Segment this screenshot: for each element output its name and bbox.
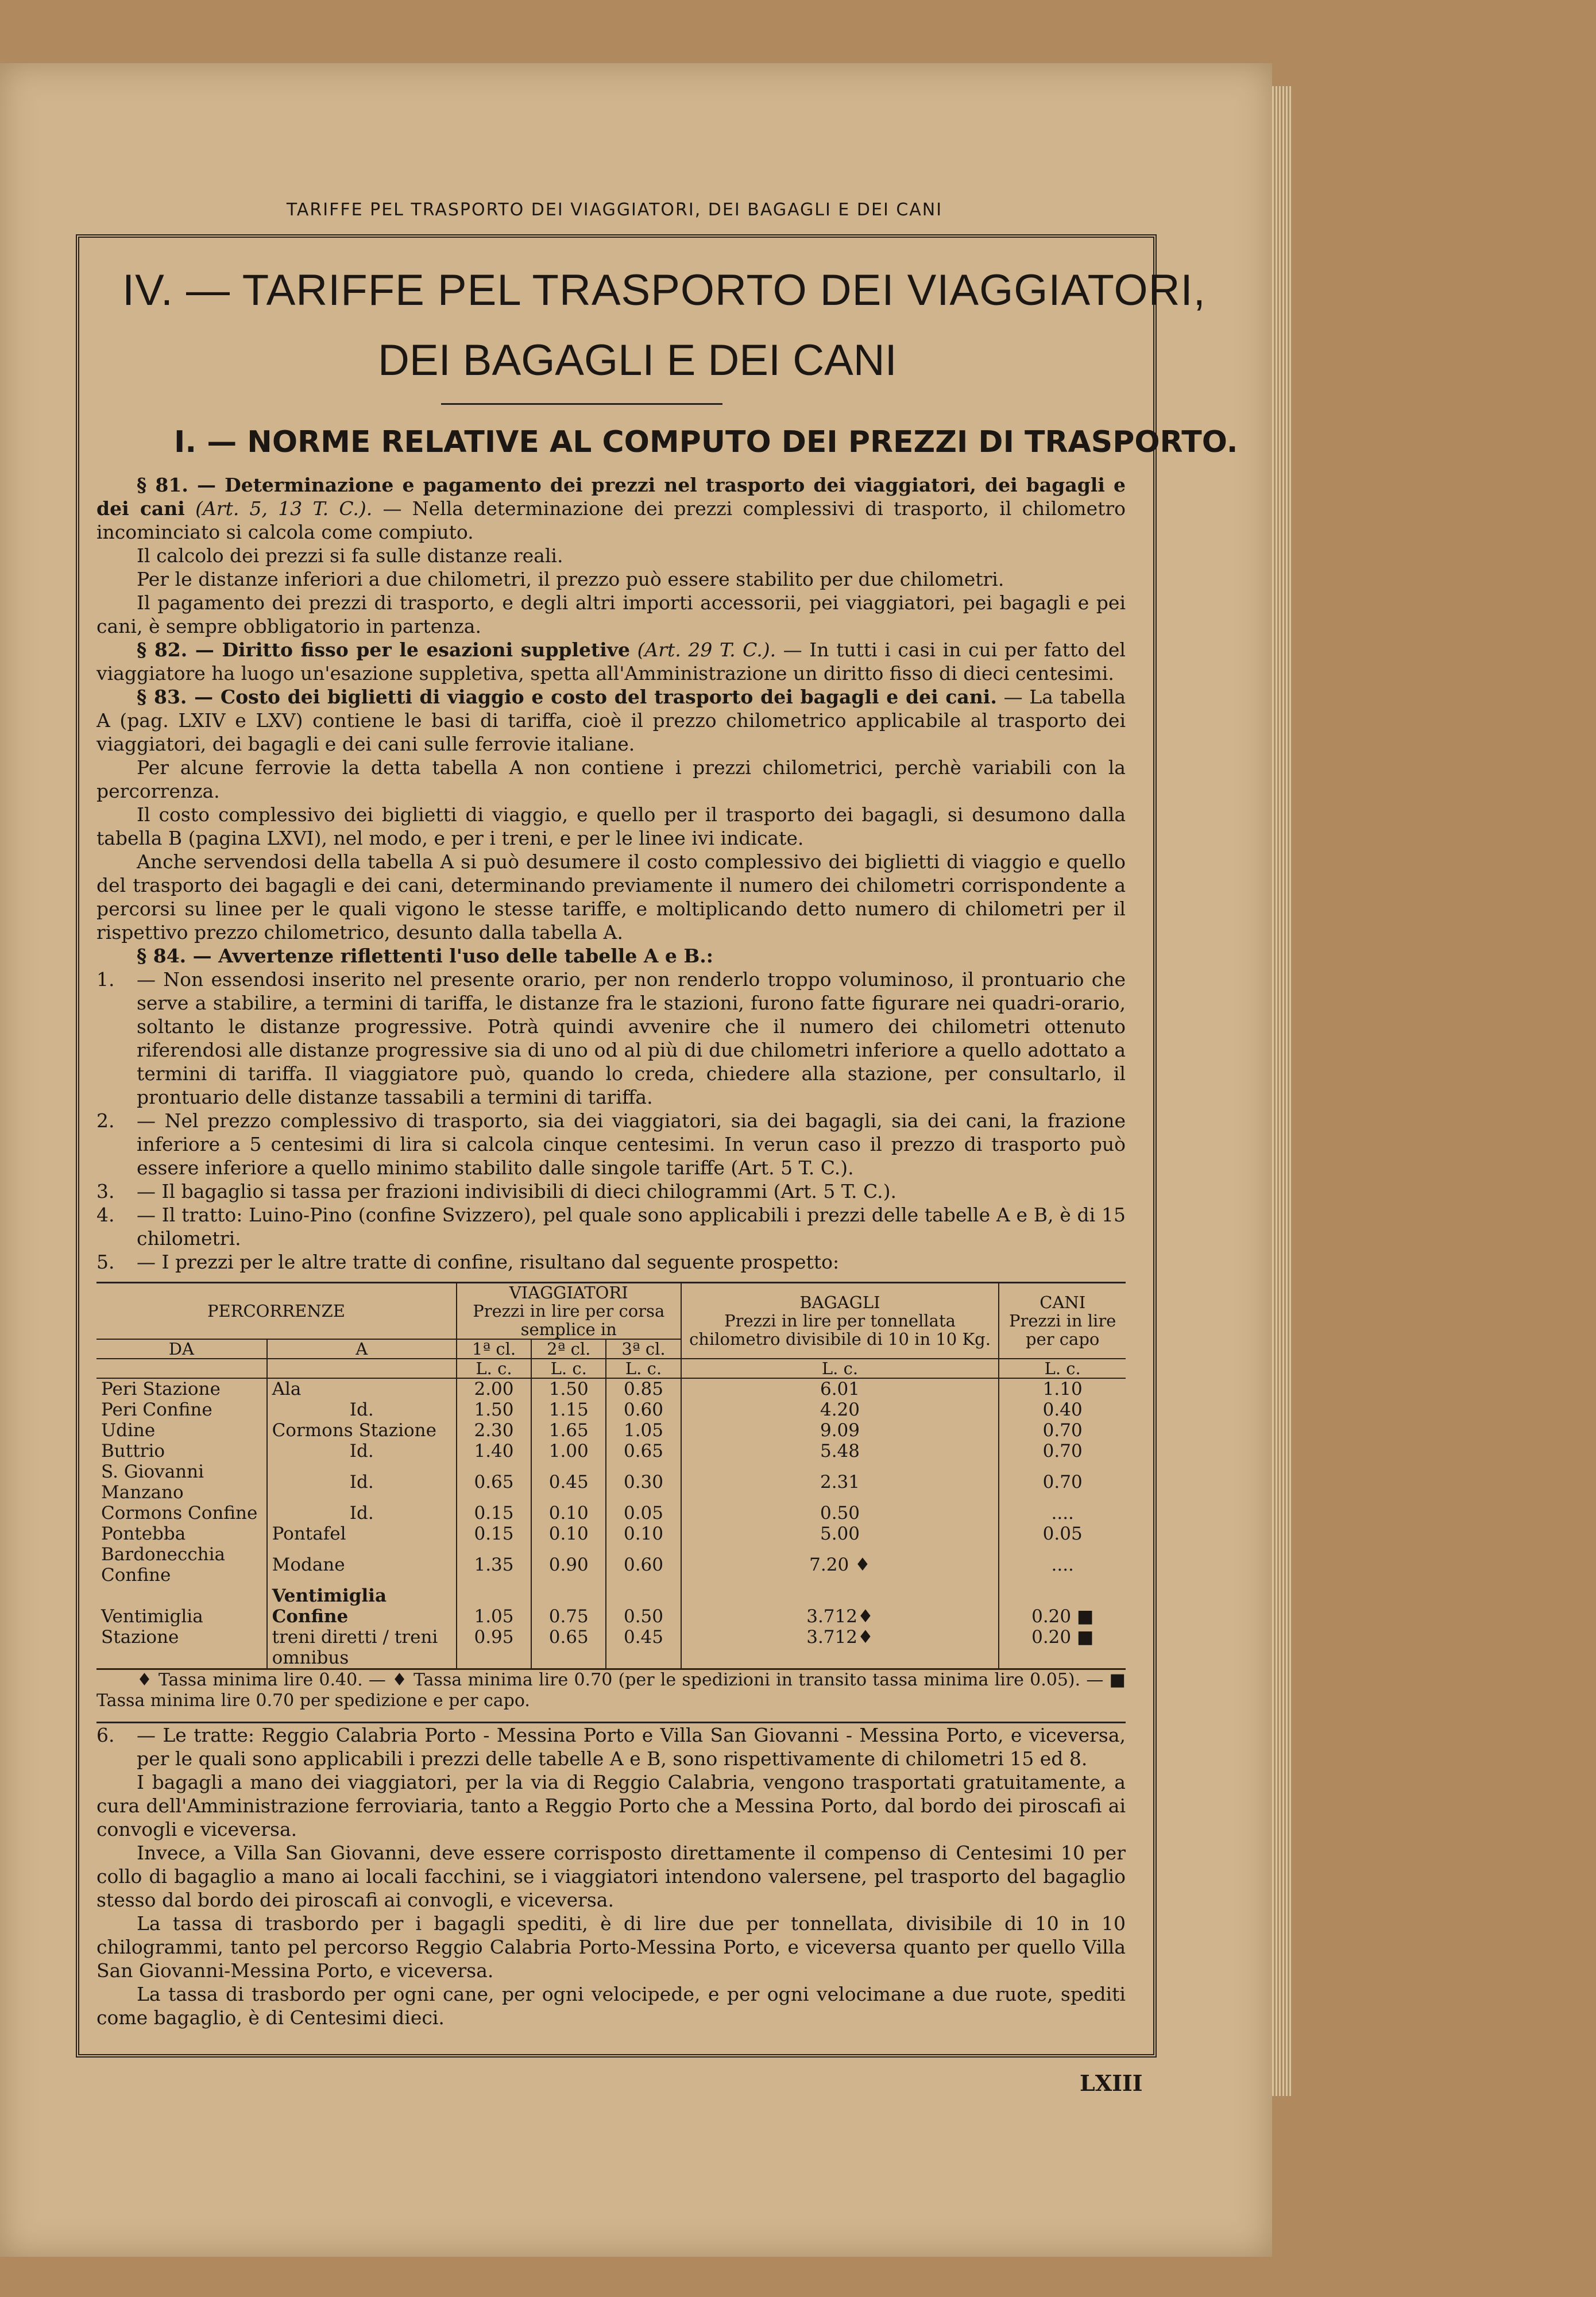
cell-c3-a: 0.50 [623,1606,663,1627]
cell-c1: 0.65 [457,1461,531,1503]
header-bagagli-title: BAGAGLI [799,1293,880,1312]
cell-bagagli [681,1586,999,1669]
unit-cell: L. c. [457,1359,531,1378]
cell-c1: 0.15 [457,1503,531,1523]
header-da: DA [96,1339,267,1359]
header-class-2: 2ª cl. [531,1339,606,1359]
header-class-1: 1ª cl. [457,1339,531,1359]
cell-c3-b: 0.45 [623,1627,663,1648]
page-number: LXIII [1080,2070,1143,2096]
border-fares-table [96,1282,1126,1670]
cell-bagagli: 9.09 [681,1420,999,1441]
item-number: 3. [96,1180,115,1202]
cell-cani-b: 0.20 ■ [1031,1627,1094,1648]
cell-cani: .... [999,1503,1126,1523]
paragraph-83 [96,685,1126,756]
p81-line-4: Il pagamento dei prezzi di trasporto, e degli altri importi accessorii, pei viaggiatori, pei bagagli e pei cani, è sempre obbligatorio in partenza. [96,591,1126,637]
table-row [96,1461,1126,1503]
item-text: — Le tratte: Reggio Calabria Porto - Messina Porto e Villa San Giovanni - Messina Porto, e viceversa, per le quali sono applicabili i prezzi delle tabelle A e B, sono rispettivamente di chilometri 15 ed 8. [137,1724,1126,1770]
cell-da: Udine [101,1420,156,1441]
cell-c3: 0.60 [606,1544,681,1586]
title-line-1: IV. — TARIFFE PEL TRASPORTO DEI VIAGGIATORI, [122,266,1206,315]
cell-bagagli: 6.01 [681,1378,999,1399]
item-text: — Il tratto: Luino-Pino (confine Svizzero), pel quale sono applicabili i prezzi delle tabelle A e B, è di 15 chilometri. [137,1204,1126,1250]
cell-c2: 0.45 [531,1461,606,1503]
paragraph-81 [96,473,1126,544]
paragraph-84-head: § 84. — Avvertenze riflettenti l'uso delle tabelle A e B.: [137,945,713,967]
list-item [96,1109,1126,1180]
unit-cell: L. c. [681,1359,999,1378]
header-a: A [267,1339,457,1359]
cell-c1: 0.15 [457,1523,531,1544]
cell-c3: 0.10 [606,1523,681,1544]
cell-c1: 2.30 [457,1420,531,1441]
cell-c2: 1.65 [531,1420,606,1441]
cell-c3: 0.05 [606,1503,681,1523]
p83-head: § 83. — Costo dei biglietti di viaggio e costo del trasporto dei bagagli e dei cani. [137,686,997,708]
p82-head: § 82. — Diritto fisso per le esazioni suppletive [137,639,630,661]
item6-line-2: I bagagli a mano dei viaggiatori, per la via di Reggio Calabria, vengono trasportati gratuitamente, a cura dell'Amministrazione ferroviaria, tanto a Reggio Porto che a Messina Porto, dal bordo dei piroscafi ai convogli e viceversa. [96,1771,1126,1840]
item6-line-5: La tassa di trasbordo per ogni cane, per ogni velocipede, e per ogni velocimane a due ruote, spediti come bagaglio, è di Centesimi dieci. [96,1983,1126,2029]
cell-bag-b: 3.712♦ [806,1627,874,1648]
header-viaggiatori [457,1283,681,1340]
p83-line-3: Il costo complessivo dei biglietti di viaggio, e quello per il trasporto dei bagagli, si desumono dalla tabella B (pagina LXVI), nel modo, e per i treni, e per le linee ivi indicate. [96,803,1126,849]
cell-c2: 1.50 [531,1378,606,1399]
header-bagagli-sub: Prezzi in lire per tonnellata chilometro divisibile di 10 in 10 Kg. [689,1311,991,1349]
cell-cani [999,1586,1126,1669]
cell-bagagli: 5.00 [681,1523,999,1544]
cell-da: Pontebba [101,1523,186,1544]
page-edges [1272,86,1292,2096]
cell-c2 [531,1586,606,1669]
cell-c2-b: 0.65 [548,1627,589,1648]
header-cani-sub: Prezzi in lire per capo [1009,1311,1116,1349]
cell-cani: 0.05 [999,1523,1126,1544]
list-item [96,968,1126,1109]
p82-text: — In tutti i casi in cui per fatto del viaggiatore ha luogo un'esazione suppletiva, spetta all'Amministrazione un diritto fisso di dieci centesimi. [96,639,1126,685]
p81-head: § 81. — Determinazione e pagamento dei prezzi nel trasporto dei viaggiatori, dei bagagli e dei cani [96,474,1126,520]
p83-line-2: Per alcune ferrovie la detta tabella A non contiene i prezzi chilometrici, perchè variabili con la percorrenza. [96,756,1126,802]
cell-c1: 2.00 [457,1378,531,1399]
cell-da: Buttrio [101,1441,165,1461]
cell-a-name: Ventimiglia Confine [272,1586,387,1627]
cell-a: Id. [267,1461,457,1503]
cell-c1: 1.40 [457,1441,531,1461]
unit-blank [267,1359,457,1378]
table-row [96,1503,1126,1523]
cell-cani-a: 0.20 ■ [1031,1606,1094,1627]
cell-c1: 1.35 [457,1544,531,1586]
cell-da: Bardonecchia Confine [101,1544,225,1586]
paragraph-82 [96,638,1126,685]
header-cani [999,1283,1126,1359]
cell-cani: 0.40 [999,1399,1126,1420]
unit-cell: L. c. [606,1359,681,1378]
cell-cani: .... [999,1544,1126,1586]
cell-c3: 0.30 [606,1461,681,1503]
cell-c2: 0.10 [531,1523,606,1544]
body-text [96,473,1126,2029]
item-number: 1. [96,968,115,991]
cell-c3: 0.85 [606,1378,681,1399]
cell-c1 [457,1586,531,1669]
table-row [96,1586,1126,1669]
cell-bagagli: 5.48 [681,1441,999,1461]
page-frame [76,234,1238,2058]
cell-c3: 0.65 [606,1441,681,1461]
p83-line-4: Anche servendosi della tabella A si può desumere il costo complessivo dei biglietti di viaggio e quello del trasporto dei bagagli e dei cani, determinando previamente il numero dei chilometri corrispondente a percorsi su linee per le quali vigono le stesse tariffe, e moltiplicando detto numero di chilometri per il rispettivo prezzo chilometrico, desunto dalla tabella A. [96,850,1126,943]
cell-a: Ala [267,1378,457,1399]
cell-c1: 1.50 [457,1399,531,1420]
cell-cani: 0.70 [999,1420,1126,1441]
cell-c1-b: 0.95 [474,1627,514,1648]
p83-text: — La tabella A (pag. LXIV e LXV) contiene le basi di tariffa, cioè il prezzo chilometrico applicabile al trasporto dei viaggiatori, dei bagagli e dei cani sulle ferrovie italiane. [96,686,1126,755]
p81-ref: (Art. 5, 13 T. C.). [195,497,373,520]
cell-cani: 1.10 [999,1378,1126,1399]
list-item [96,1250,1126,1274]
item-number: 6. [96,1724,115,1746]
cell-bagagli: 7.20 ♦ [681,1544,999,1586]
table-row [96,1420,1126,1441]
cell-da: Peri Confine [101,1399,212,1420]
cell-cani: 0.70 [999,1441,1126,1461]
cell-a: Id. [267,1399,457,1420]
cell-da: Cormons Confine [101,1503,258,1523]
cell-bag-a: 3.712♦ [806,1606,874,1627]
table-row [96,1441,1126,1461]
p81-line-2: Il calcolo dei prezzi si fa sulle distanze reali. [137,544,563,567]
unit-cell: L. c. [999,1359,1126,1378]
cell-c3 [606,1586,681,1669]
p81-line-3: Per le distanze inferiori a due chilometri, il prezzo può essere stabilito per due chilometri. [137,568,1004,590]
item-text: — Il bagaglio si tassa per frazioni indivisibili di dieci chilogrammi (Art. 5 T. C.). [137,1180,896,1202]
running-head: TARIFFE PEL TRASPORTO DEI VIAGGIATORI, DEI BAGAGLI E DEI CANI [286,200,943,220]
cell-c2: 1.15 [531,1399,606,1420]
header-bagagli [681,1283,999,1359]
list-item [96,1180,1126,1203]
item6-line-3: Invece, a Villa San Giovanni, deve essere corrisposto direttamente il compenso di Centesimi 10 per collo di bagaglio a mano ai locali facchini, se i viaggiatori intendono valersene, pel trasporto del bagaglio stesso dal bordo dei piroscafi ai convogli, e viceversa. [96,1842,1126,1911]
list-item [96,1723,1126,1770]
item-number: 2. [96,1109,115,1132]
list-item [96,1203,1126,1250]
cell-da: S. Giovanni Manzano [101,1461,204,1503]
table-row [96,1399,1126,1420]
header-percorrenze: PERCORRENZE [96,1283,457,1340]
title-line-2: DEI BAGAGLI E DEI CANI [378,336,897,385]
cell-a: Ventimiglia Confine treni diretti / treni omnibus [267,1586,457,1669]
item-text: — I prezzi per le altre tratte di confine, risultano dal seguente prospetto: [137,1251,840,1273]
header-viaggiatori-sub: Prezzi in lire per corsa semplice in [473,1301,665,1339]
item-number: 4. [96,1204,115,1226]
cell-c1-a: 1.05 [474,1606,514,1627]
cell-a: Cormons Stazione [267,1420,457,1441]
table-row [96,1523,1126,1544]
table-footnote: ♦ Tassa minima lire 0.40. — ♦ Tassa minima lire 0.70 (per le spedizioni in transito tassa minima lire 0.05). — ■ Tassa minima lire 0.70 per spedizione e per capo. [96,1670,1126,1723]
cell-a-sub-1: treni diretti [272,1627,377,1648]
cell-bagagli: 0.50 [681,1503,999,1523]
cell-a-sub-2: treni omnibus [272,1627,438,1668]
header-viaggiatori-title: VIAGGIATORI [509,1283,628,1302]
table-row [96,1544,1126,1586]
item-text: — Non essendosi inserito nel presente orario, per non renderlo troppo voluminoso, il prontuario che serve a stabilire, a termini di tariffa, le distanze fra le stazioni, furono fatte figurare nei quadri-orario, soltanto le distanze progressive. Potrà quindi avvenire che il numero dei chilometri ottenuto riferendosi alle distanze progressive sia di uno od al più di due chilometri inferiore a quello adottato a termini di tariffa. Il viaggiatore può, quando lo creda, chiedere alla stazione, per consultarlo, il prontuario delle distanze tassabili a termini di tariffa. [137,968,1126,1108]
p82-ref: (Art. 29 T. C.). [637,639,776,661]
cell-cani: 0.70 [999,1461,1126,1503]
item-number: 5. [96,1251,115,1273]
cell-c2: 0.10 [531,1503,606,1523]
unit-cell: L. c. [531,1359,606,1378]
item6-line-4: La tassa di trasbordo per i bagagli spediti, è di lire due per tonnellata, divisibile di 10 in 10 chilogrammi, tanto pel percorso Reggio Calabria Porto-Messina Porto, e viceversa quanto per quello Villa San Giovanni-Messina Porto, e viceversa. [96,1912,1126,1982]
header-class-3: 3ª cl. [606,1339,681,1359]
cell-c2: 0.90 [531,1544,606,1586]
header-cani-title: CANI [1039,1293,1086,1312]
p81-text: — Nella determinazione dei prezzi complessivi di trasporto, il chilometro incominciato si calcola come compiuto. [96,497,1126,543]
cell-c3: 1.05 [606,1420,681,1441]
cell-bagagli: 4.20 [681,1399,999,1420]
unit-blank [96,1359,267,1378]
cell-c2-a: 0.75 [548,1606,589,1627]
cell-a: Pontafel [267,1523,457,1544]
cell-c2: 1.00 [531,1441,606,1461]
title-rule [441,403,722,405]
cell-da: Peri Stazione [101,1379,221,1399]
cell-bagagli: 2.31 [681,1461,999,1503]
section-title: I. — NORME RELATIVE AL COMPUTO DEI PREZZI DI TRASPORTO. [174,425,1238,459]
cell-a: Id. [267,1441,457,1461]
cell-da: Ventimiglia Stazione [101,1606,203,1648]
item-text: — Nel prezzo complessivo di trasporto, sia dei viaggiatori, sia dei bagagli, sia dei cani, la frazione inferiore a 5 centesimi di lira si calcola cinque centesimi. In verun caso il prezzo di trasporto può essere inferiore a quello minimo stabilito dalle singole tariffe (Art. 5 T. C.). [137,1109,1126,1179]
cell-a: Id. [267,1503,457,1523]
cell-c3: 0.60 [606,1399,681,1420]
table-row [96,1378,1126,1399]
cell-a: Modane [267,1544,457,1586]
